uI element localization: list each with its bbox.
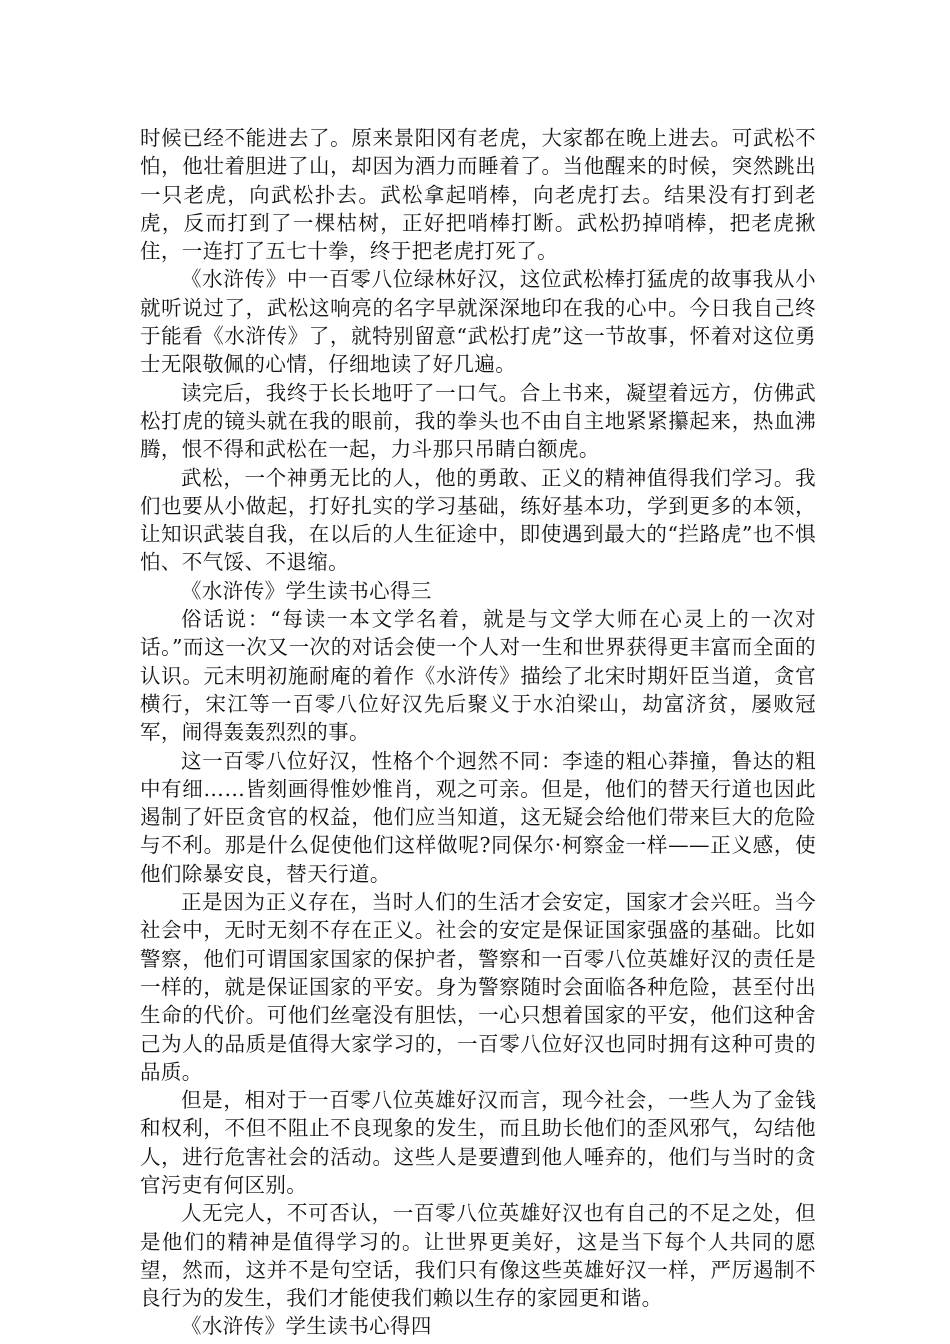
paragraph: 俗话说：“每读一本文学名着，就是与文学大师在心灵上的一次对话。”而这一次又一次的对话会使一个人对一生和世界获得更丰富而全面的认识。元末明初施耐庵的着作《水浒传》描绘了北宋时期奸臣当道，贪官横行，宋江等一百零八位好汉先后聚义于水泊梁山，劫富济贫，屡败冠军，闹得轰轰烈烈的事。	[140, 607, 816, 745]
paragraph-continued: 时候已经不能进去了。原来景阳冈有老虎，大家都在晚上进去。可武松不怕，他壮着胆进了山，却因为酒力而睡着了。当他醒来的时候，突然跳出一只老虎，向武松扑去。武松拿起哨棒，向老虎打去。结果没有打到老虎，反而打到了一棵枯树，正好把哨棒打断。武松扔掉哨棒，把老虎揪住，一连打了五七十拳，终于把老虎打死了。	[140, 126, 816, 264]
section-heading: 《水浒传》学生读书心得三	[181, 578, 432, 603]
document-body	[140, 124, 816, 1341]
section-heading: 《水浒传》学生读书心得四	[181, 1314, 432, 1339]
paragraph: 正是因为正义存在，当时人们的生活才会安定，国家才会兴旺。当今社会中，无时无刻不存在正义。社会的安定是保证国家强盛的基础。比如警察，他们可谓国家国家的保护者，警察和一百零八位英雄好汉的责任是一样的，就是保证国家的平安。身为警察随时会面临各种危险，甚至付出生命的代价。可他们丝毫没有胆怯，一心只想着国家的平安，他们这种舍己为人的品质是值得大家学习的，一百零八位好汉也同时拥有这种可贵的品质。	[140, 890, 816, 1084]
paragraph: 《水浒传》中一百零八位绿林好汉，这位武松棒打猛虎的故事我从小就听说过了，武松这响亮的名字早就深深地印在我的心中。今日我自己终于能看《水浒传》了，就特别留意“武松打虎”这一节故事，怀着对这位勇士无限敬佩的心情，仔细地读了好几遍。	[140, 267, 816, 377]
paragraph: 读完后，我终于长长地吁了一口气。合上书来，凝望着远方，仿佛武松打虎的镜头就在我的眼前，我的拳头也不由自主地紧紧攥起来，热血沸腾，恨不得和武松在一起，力斗那只吊睛白额虎。	[140, 380, 816, 462]
paragraph: 武松，一个神勇无比的人，他的勇敢、正义的精神值得我们学习。我们也要从小做起，打好扎实的学习基础，练好基本功，学到更多的本领，让知识武装自我，在以后的人生征途中，即使遇到最大的“拦路虎”也不惧怕、不气馁、不退缩。	[140, 465, 816, 575]
paragraph: 人无完人，不可否认，一百零八位英雄好汉也有自己的不足之处，但是他们的精神是值得学习的。让世界更美好，这是当下每个人共同的愿望，然而，这并不是句空话，我们只有像这些英雄好汉一样，严厉遏制不良行为的发生，我们才能使我们赖以生存的家园更和谐。	[140, 1201, 816, 1311]
paragraph: 这一百零八位好汉，性格个个迥然不同：李逵的粗心莽撞，鲁达的粗中有细……皆刻画得惟妙惟肖，观之可亲。但是，他们的替天行道也因此遏制了奸臣贪官的权益，他们应当知道，这无疑会给他们带来巨大的危险与不利。那是什么促使他们这样做呢?同保尔·柯察金一样——正义感，使他们除暴安良，替天行道。	[140, 748, 816, 886]
paragraph: 但是，相对于一百零八位英雄好汉而言，现今社会，一些人为了金钱和权利，不但不阻止不良现象的发生，而且助长他们的歪风邪气，勾结他人，进行危害社会的活动。这些人是要遭到他人唾弃的，他们与当时的贪官污吏有何区别。	[140, 1088, 816, 1197]
